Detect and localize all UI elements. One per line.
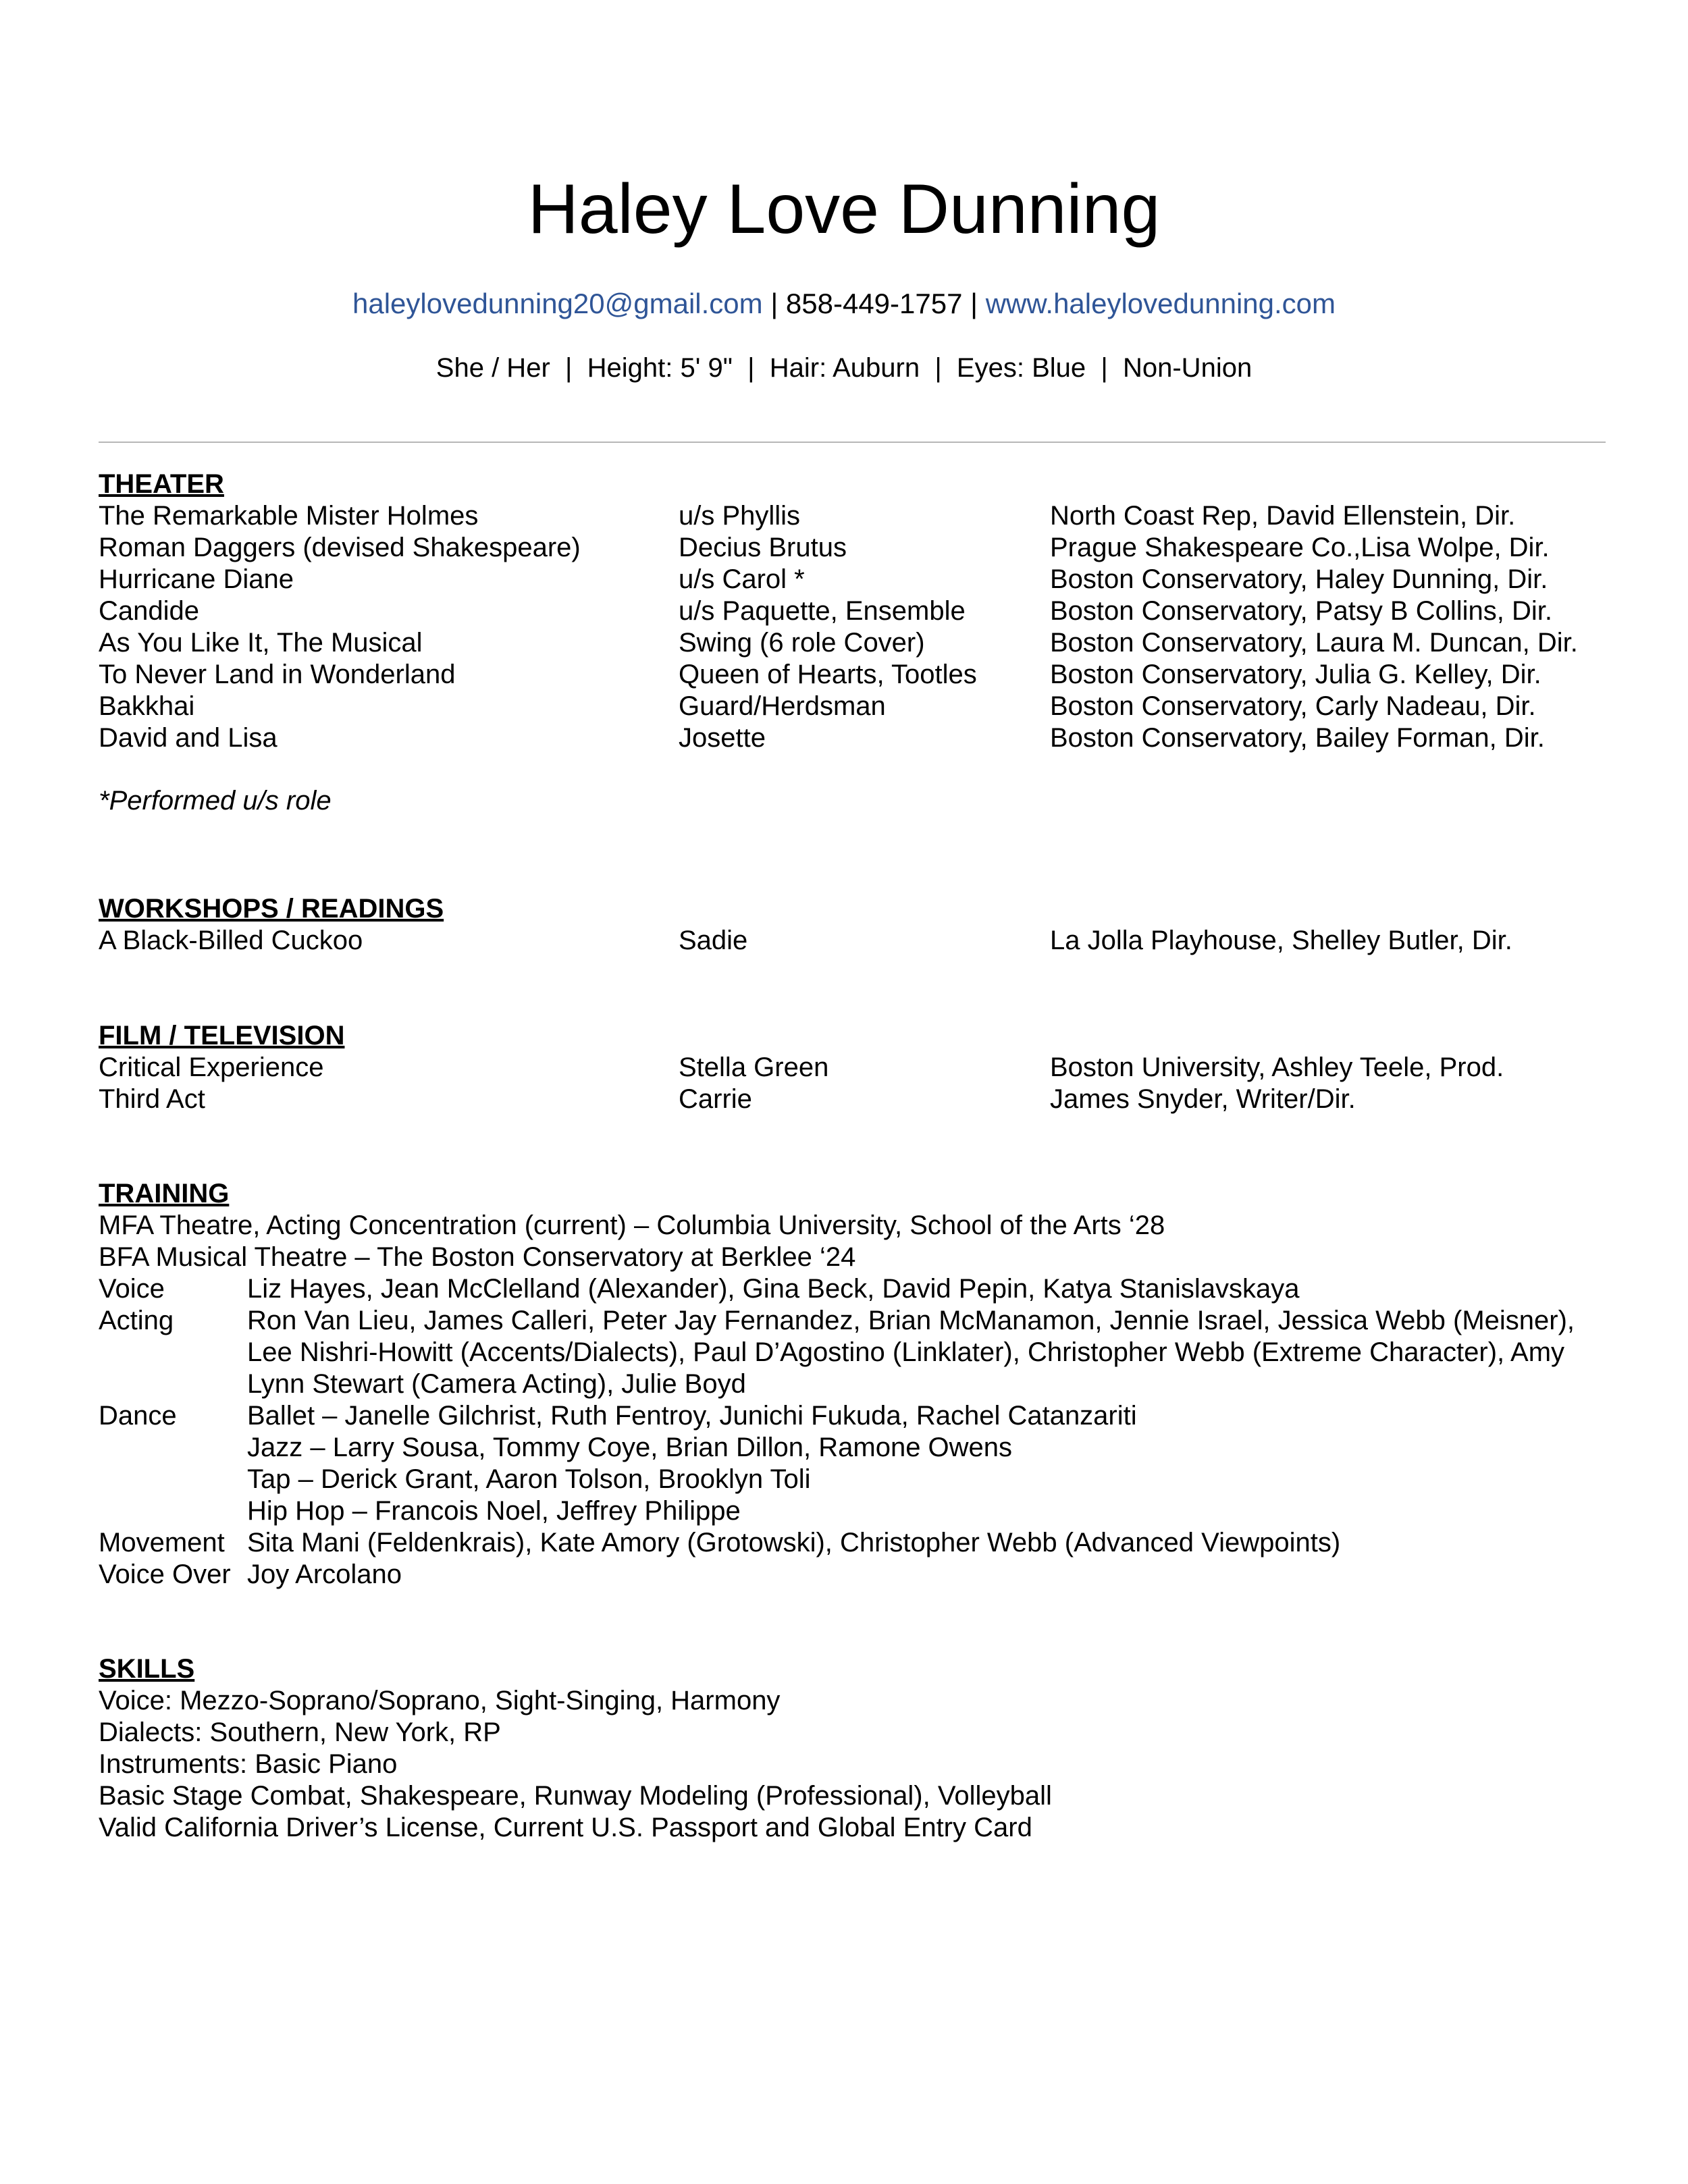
credit-row	[99, 564, 1606, 595]
training-value: Liz Hayes, Jean McClelland (Alexander), Gina Beck, David Pepin, Katya Stanislavskaya	[247, 1274, 1300, 1304]
credit-show: Hurricane Diane	[99, 564, 294, 594]
dance-style-line: Hip Hop – Francois Noel, Jeffrey Philippe	[247, 1496, 741, 1526]
credit-company: Prague Shakespeare Co.,Lisa Wolpe, Dir.	[1050, 533, 1550, 562]
credit-row	[99, 925, 1606, 957]
training-value: Sita Mani (Feldenkrais), Kate Amory (Grotowski), Christopher Webb (Advanced Viewpoints)	[247, 1528, 1341, 1557]
credit-row	[99, 627, 1606, 659]
credit-row	[99, 1084, 1606, 1115]
training-value	[247, 1400, 1606, 1527]
credit-row	[99, 532, 1606, 564]
credit-show: The Remarkable Mister Holmes	[99, 501, 479, 531]
training-label: Movement	[99, 1528, 225, 1557]
degree-line: BFA Musical Theatre – The Boston Conservatory at Berklee ‘24	[99, 1242, 856, 1272]
training-row-voice	[99, 1273, 1606, 1305]
skill-line: Dialects: Southern, New York, RP	[99, 1717, 501, 1747]
website-link[interactable]: www.haleylovedunning.com	[985, 288, 1336, 319]
credit-show: A Black-Billed Cuckoo	[99, 926, 363, 955]
credit-show: Bakkhai	[99, 691, 195, 721]
section-title-workshops: WORKSHOPS / READINGS	[99, 894, 444, 924]
separator: |	[962, 288, 986, 319]
training-row-acting	[99, 1305, 1606, 1400]
credit-row	[99, 1052, 1606, 1084]
training-row-movement	[99, 1527, 1606, 1559]
credit-show: To Never Land in Wonderland	[99, 660, 456, 689]
credit-show: Critical Experience	[99, 1053, 324, 1082]
credit-company: La Jolla Playhouse, Shelley Butler, Dir.	[1050, 926, 1512, 955]
credit-company: Boston Conservatory, Haley Dunning, Dir.	[1050, 564, 1548, 594]
credit-role: Stella Green	[679, 1053, 829, 1082]
theater-section	[99, 469, 1606, 817]
credit-show: As You Like It, The Musical	[99, 628, 423, 658]
credit-company: Boston Conservatory, Carly Nadeau, Dir.	[1050, 691, 1536, 721]
phone-number: 858-449-1757	[785, 288, 963, 319]
skill-line: Voice: Mezzo-Soprano/Soprano, Sight-Singing, Harmony	[99, 1686, 781, 1715]
separator: |	[762, 288, 786, 319]
dance-style-line: Tap – Derick Grant, Aaron Tolson, Brooklyn Toli	[247, 1464, 811, 1494]
workshops-section	[99, 893, 1606, 957]
training-label: Acting	[99, 1306, 174, 1335]
credit-role: Queen of Hearts, Tootles	[679, 660, 977, 689]
credit-role: u/s Phyllis	[679, 501, 801, 531]
credit-row	[99, 659, 1606, 691]
credit-role: Guard/Herdsman	[679, 691, 886, 721]
credit-role: Sadie	[679, 926, 748, 955]
section-title-skills: SKILLS	[99, 1654, 195, 1684]
skill-line: Basic Stage Combat, Shakespeare, Runway Modeling (Professional), Volleyball	[99, 1781, 1052, 1811]
credit-company: North Coast Rep, David Ellenstein, Dir.	[1050, 501, 1516, 531]
credit-company: James Snyder, Writer/Dir.	[1050, 1084, 1356, 1114]
training-label: Dance	[99, 1401, 177, 1431]
credit-row	[99, 500, 1606, 532]
credit-show: Third Act	[99, 1084, 205, 1114]
degree-line: MFA Theatre, Acting Concentration (current) – Columbia University, School of the Arts ‘28	[99, 1210, 1165, 1240]
training-section	[99, 1178, 1606, 1591]
credit-row	[99, 595, 1606, 627]
credit-row	[99, 691, 1606, 722]
section-title-training: TRAINING	[99, 1179, 230, 1208]
contact-line	[0, 286, 1688, 321]
credit-company: Boston Conservatory, Bailey Forman, Dir.	[1050, 723, 1545, 753]
credit-show: Roman Daggers (devised Shakespeare)	[99, 533, 581, 562]
credit-company: Boston Conservatory, Patsy B Collins, Dir.	[1050, 596, 1552, 626]
credit-show: Candide	[99, 596, 200, 626]
dance-style-line: Jazz – Larry Sousa, Tommy Coye, Brian Dillon, Ramone Owens	[247, 1433, 1013, 1462]
credit-row	[99, 722, 1606, 754]
credit-company: Boston University, Ashley Teele, Prod.	[1050, 1053, 1504, 1082]
credit-role: Swing (6 role Cover)	[679, 628, 925, 658]
training-label: Voice	[99, 1274, 165, 1304]
credit-role: Carrie	[679, 1084, 752, 1114]
training-row-voiceover	[99, 1559, 1606, 1591]
training-value: Ron Van Lieu, James Calleri, Peter Jay Fernandez, Brian McManamon, Jennie Israel, Jessica Webb (Meisner), Lee Nishri-Howitt (Accents/Dialects), Paul D’Agostino (Linklater), Christopher Webb (Extreme Character), Amy Lynn Stewart (Camera Acting), Julie Boyd	[247, 1306, 1575, 1399]
header-divider	[99, 442, 1606, 443]
skill-line: Instruments: Basic Piano	[99, 1749, 398, 1779]
training-row-dance	[99, 1400, 1606, 1527]
skill-line: Valid California Driver’s License, Current U.S. Passport and Global Entry Card	[99, 1813, 1032, 1842]
section-title-film: FILM / TELEVISION	[99, 1021, 345, 1050]
credit-role: u/s Carol *	[679, 564, 805, 594]
personal-stats: She / Her | Height: 5' 9" | Hair: Auburn | Eyes: Blue | Non-Union	[436, 353, 1252, 383]
training-value: Joy Arcolano	[247, 1560, 402, 1589]
credit-show: David and Lisa	[99, 723, 278, 753]
email-link[interactable]: haleylovedunning20@gmail.com	[352, 288, 763, 319]
credit-company: Boston Conservatory, Laura M. Duncan, Dir.	[1050, 628, 1578, 658]
section-title-theater: THEATER	[99, 469, 224, 499]
credit-role: Josette	[679, 723, 766, 753]
credit-role: u/s Paquette, Ensemble	[679, 596, 966, 626]
resume-name: Haley Love Dunning	[527, 170, 1161, 248]
credit-company: Boston Conservatory, Julia G. Kelley, Dir.	[1050, 660, 1541, 689]
training-label: Voice Over	[99, 1560, 231, 1589]
understudy-note: *Performed u/s role	[99, 786, 332, 816]
skills-section	[99, 1653, 1606, 1844]
credit-role: Decius Brutus	[679, 533, 847, 562]
dance-style-line: Ballet – Janelle Gilchrist, Ruth Fentroy, Junichi Fukuda, Rachel Catanzariti	[247, 1401, 1137, 1431]
film-section	[99, 1020, 1606, 1115]
